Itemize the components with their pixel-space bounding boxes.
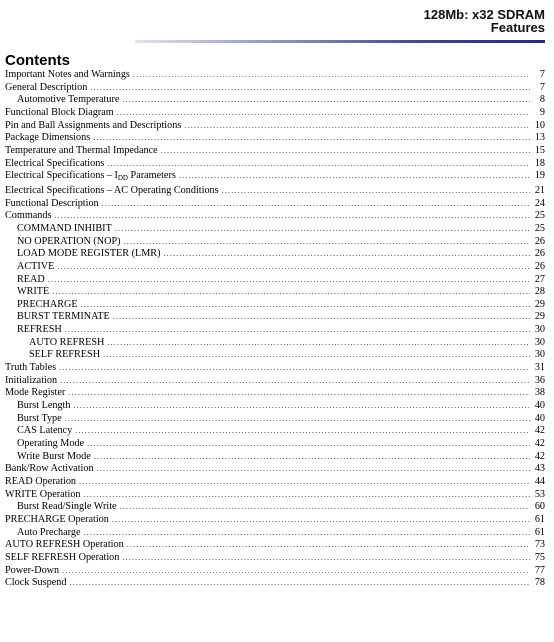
toc-page-number: 29 — [534, 298, 545, 310]
toc-page-number: 53 — [534, 488, 545, 500]
toc-entry-title: Burst Read/Single Write — [17, 501, 117, 513]
toc-entry-title: Operating Mode — [17, 438, 85, 450]
toc-page-number: 26 — [534, 248, 545, 260]
toc-entry-title: Important Notes and Warnings — [5, 69, 130, 80]
toc-page-number: 19 — [534, 170, 545, 182]
toc-entry-title: COMMAND INHIBIT — [17, 222, 112, 234]
page-header — [424, 8, 545, 34]
toc-leader-dots — [112, 514, 530, 527]
toc-page-number: 38 — [534, 387, 545, 399]
toc-page-number: 61 — [534, 513, 545, 525]
toc-page-number: 36 — [534, 374, 545, 386]
toc-leader-dots — [184, 120, 530, 133]
toc-entry-title: READ Operation — [5, 476, 77, 487]
toc-page-number: 40 — [534, 400, 545, 412]
toc-entry-title: Electrical Specifications — [5, 157, 105, 169]
toc-entry-title: Auto Precharge — [17, 526, 81, 538]
toc-page-number: 25 — [534, 210, 545, 222]
toc-entry-title: Write Burst Mode — [17, 450, 91, 462]
toc-leader-dots — [179, 170, 530, 183]
toc-leader-dots — [83, 527, 530, 540]
toc-entry[interactable] — [5, 132, 545, 145]
toc-entry-title: Functional Block Diagram — [5, 106, 114, 118]
toc-page-number: 21 — [534, 184, 545, 196]
toc-leader-dots — [115, 223, 530, 236]
section-title: Features — [490, 20, 545, 35]
toc-leader-dots — [75, 425, 530, 438]
header-rule — [135, 40, 545, 43]
toc-entry-title: Burst Type — [17, 412, 62, 424]
toc-entry[interactable] — [5, 400, 545, 413]
toc-page-number: 43 — [534, 463, 545, 475]
toc-entry-title: Functional Description — [5, 197, 99, 209]
toc-entry[interactable] — [5, 94, 545, 107]
toc-entry[interactable] — [5, 514, 545, 527]
toc-entry[interactable] — [5, 577, 545, 590]
toc-page-number: 30 — [534, 349, 545, 361]
toc-leader-dots — [62, 565, 530, 578]
toc-leader-dots — [87, 438, 530, 451]
toc-entry[interactable] — [5, 82, 545, 95]
toc-entry[interactable] — [5, 248, 545, 261]
toc-leader-dots — [107, 337, 530, 350]
toc-entry-title: AUTO REFRESH Operation — [5, 539, 124, 551]
toc-entry[interactable] — [5, 198, 545, 211]
toc-leader-dots — [59, 362, 530, 375]
toc-leader-dots — [113, 311, 530, 324]
toc-leader-dots — [79, 476, 530, 489]
toc-page-number: 25 — [534, 222, 545, 234]
toc-entry[interactable] — [5, 236, 545, 249]
toc-leader-dots — [57, 261, 530, 274]
toc-page-number: 15 — [534, 144, 545, 156]
toc-entry[interactable] — [5, 539, 545, 552]
toc-leader-dots — [124, 236, 530, 249]
toc-page-number: 60 — [534, 501, 545, 513]
toc-page-number: 30 — [534, 324, 545, 336]
toc-entry[interactable] — [5, 413, 545, 426]
toc-page-number: 77 — [534, 564, 545, 576]
toc-entry-title: Commands — [5, 210, 52, 222]
toc-page-number: 13 — [534, 132, 545, 144]
toc-leader-dots — [133, 69, 530, 82]
toc-entry[interactable] — [5, 362, 545, 375]
toc-page-number: 44 — [534, 476, 545, 487]
toc-entry[interactable] — [5, 223, 545, 236]
toc-page-number: 10 — [534, 119, 545, 131]
toc-page-number: 8 — [539, 94, 545, 106]
toc-page-number: 42 — [534, 438, 545, 450]
toc-entry-title: Burst Length — [17, 400, 71, 412]
toc-entry-title: ACTIVE — [17, 260, 55, 272]
toc-page-number: 7 — [539, 81, 545, 93]
toc-leader-dots — [102, 198, 530, 211]
toc-page-number: 18 — [534, 157, 545, 169]
toc-leader-dots — [103, 349, 530, 362]
toc-entry[interactable] — [5, 387, 545, 400]
toc-leader-dots — [81, 299, 530, 312]
toc-entry-title: Mode Register — [5, 387, 66, 399]
toc-leader-dots — [60, 375, 530, 388]
toc-entry-title: Pin and Ball Assignments and Descriptions — [5, 119, 182, 131]
toc-leader-dots — [122, 552, 530, 565]
toc-page-number: 28 — [534, 286, 545, 298]
toc-entry-title: REFRESH — [17, 324, 62, 336]
toc-entry[interactable] — [5, 120, 545, 133]
toc-entry-title: Power-Down — [5, 564, 60, 576]
toc-leader-dots — [97, 463, 530, 476]
toc-entry[interactable] — [5, 145, 545, 158]
toc-leader-dots — [68, 387, 530, 400]
toc-entry-title: PRECHARGE Operation — [5, 513, 109, 525]
toc-leader-dots — [122, 94, 530, 107]
toc-entry-title: AUTO REFRESH — [29, 336, 105, 348]
toc-entry[interactable] — [5, 349, 545, 362]
toc-page-number: 42 — [534, 425, 545, 437]
toc-entry[interactable] — [5, 501, 545, 514]
toc-leader-dots — [107, 158, 530, 171]
toc-leader-dots — [93, 132, 530, 145]
toc-entry[interactable] — [5, 489, 545, 502]
toc-entry-title: PRECHARGE — [17, 298, 78, 310]
toc-entry-title: Truth Tables — [5, 362, 57, 374]
toc-page-number: 26 — [534, 235, 545, 247]
product-title: 128Mb: x32 SDRAM — [423, 7, 545, 22]
toc-leader-dots — [52, 286, 530, 299]
toc-page-number: 30 — [534, 336, 545, 348]
toc-entry[interactable] — [5, 210, 545, 223]
toc-entry-title: READ — [17, 273, 45, 285]
toc-entry-title: Initialization — [5, 374, 58, 386]
toc-entry-title: Electrical Specifications – $I_{DD}$ Parameters — [5, 170, 176, 183]
toc-page-number: 7 — [539, 69, 545, 80]
toc-leader-dots — [54, 210, 530, 223]
toc-entry-title: WRITE — [17, 286, 50, 298]
toc-entry-title: Electrical Specifications – AC Operating Conditions — [5, 184, 219, 196]
toc-page-number: 61 — [534, 526, 545, 538]
toc-entry[interactable] — [5, 170, 545, 185]
toc-entry-title: Package Dimensions — [5, 132, 91, 144]
toc-entry[interactable] — [5, 107, 545, 120]
toc-entry[interactable] — [5, 425, 545, 438]
toc-page-number: 31 — [534, 362, 545, 374]
toc-entry-title: NO OPERATION (NOP) — [17, 235, 121, 247]
toc-leader-dots — [222, 185, 530, 198]
toc-entry-title: LOAD MODE REGISTER (LMR) — [17, 248, 161, 260]
toc-page-number: 75 — [534, 551, 545, 563]
toc-entry[interactable] — [5, 337, 545, 350]
toc-leader-dots — [94, 451, 530, 464]
toc-entry[interactable] — [5, 527, 545, 540]
toc-page-number: 27 — [534, 273, 545, 285]
toc-leader-dots — [69, 577, 530, 590]
toc-entry[interactable] — [5, 286, 545, 299]
toc-entry-title: SELF REFRESH — [29, 349, 101, 361]
toc-page-number: 40 — [534, 412, 545, 424]
toc-entry-title: BURST TERMINATE — [17, 311, 110, 323]
toc-leader-dots — [117, 107, 530, 120]
toc-entry[interactable] — [5, 274, 545, 287]
toc-entry-title: Clock Suspend — [5, 577, 67, 589]
toc-leader-dots — [90, 82, 530, 95]
contents-heading: Contents — [5, 52, 70, 69]
toc-entry-title: Automotive Temperature — [17, 94, 120, 106]
toc-entry[interactable] — [5, 299, 545, 312]
toc-page-number: 9 — [539, 106, 545, 118]
toc-leader-dots — [65, 413, 530, 426]
toc-leader-dots — [48, 274, 530, 287]
toc-entry[interactable] — [5, 565, 545, 578]
toc-entry-title: SELF REFRESH Operation — [5, 551, 120, 563]
toc-entry[interactable] — [5, 69, 545, 82]
toc-page-number: 78 — [534, 577, 545, 589]
toc-leader-dots — [73, 400, 530, 413]
toc-entry[interactable] — [5, 158, 545, 171]
toc-page-number: 29 — [534, 311, 545, 323]
toc-leader-dots — [65, 324, 530, 337]
toc-page-number: 24 — [534, 197, 545, 209]
toc-entry[interactable] — [5, 324, 545, 337]
toc-entry[interactable] — [5, 451, 545, 464]
toc-entry-title: WRITE Operation — [5, 488, 81, 500]
toc-entry[interactable] — [5, 261, 545, 274]
toc-entry[interactable] — [5, 438, 545, 451]
toc-leader-dots — [127, 539, 530, 552]
toc-entry[interactable] — [5, 311, 545, 324]
toc-leader-dots — [163, 248, 530, 261]
toc-leader-dots — [84, 489, 530, 502]
toc-leader-dots — [120, 501, 530, 514]
table-of-contents — [5, 69, 545, 590]
toc-entry-title: CAS Latency — [17, 425, 73, 437]
toc-entry[interactable] — [5, 476, 545, 489]
toc-entry[interactable] — [5, 463, 545, 476]
toc-leader-dots — [161, 145, 530, 158]
toc-page-number: 42 — [534, 450, 545, 462]
toc-entry-title: Temperature and Thermal Impedance — [5, 144, 158, 156]
toc-entry-title: Bank/Row Activation — [5, 463, 94, 475]
toc-entry[interactable] — [5, 375, 545, 388]
toc-entry[interactable] — [5, 552, 545, 565]
toc-page-number: 26 — [534, 260, 545, 272]
toc-entry[interactable] — [5, 185, 545, 198]
toc-page-number: 73 — [534, 539, 545, 551]
toc-entry-title: General Description — [5, 81, 88, 93]
